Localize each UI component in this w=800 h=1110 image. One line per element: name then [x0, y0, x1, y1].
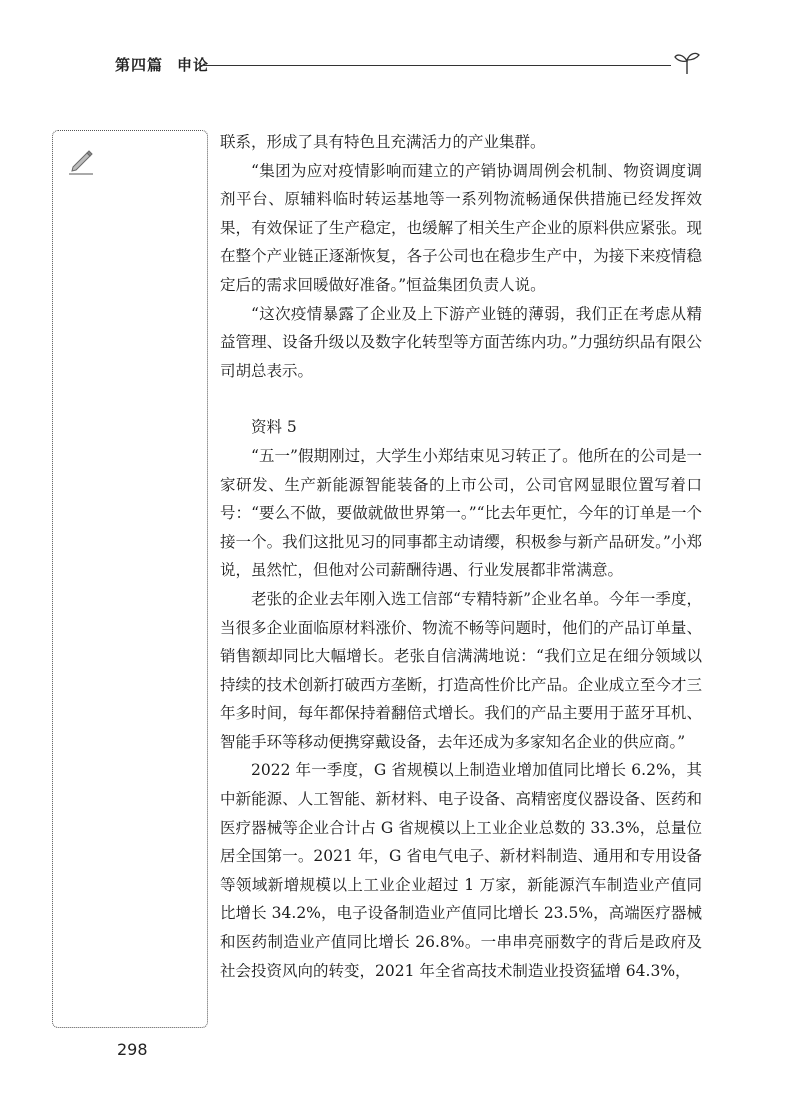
- header-title: [115, 54, 209, 75]
- paragraph: 老张的企业去年刚入选工信部“专精特新”企业名单。今年一季度，当很多企业面临原材料涨价、物流不畅等问题时，他们的产品订单量、销售额却同比大幅增长。老张自信满满地说：“我们立足在细分领域以持续的技术创新打破西方垄断，打造高性价比产品。企业成立至今才三年多时间，每年都保持着翻倍式增长。我们的产品主要用于蓝牙耳机、智能手环等移动便携穿戴设备，去年还成为多家知名企业的供应商。”: [220, 589, 702, 751]
- pencil-note-icon: [65, 145, 97, 177]
- paragraph: “五一”假期刚过，大学生小郑结束见习转正了。他所在的公司是一家研发、生产新能源智能装备的上市公司，公司官网显眼位置写着口号：“要么不做，要做就做世界第一。”“比去年更忙，今年的订单是一个接一个。我们这批见习的同事都主动请缨，积极参与新产品研发。”小郑说，虽然忙，但他对公司薪酬待遇、行业发展都非常满意。: [220, 446, 702, 580]
- running-header: [115, 54, 700, 84]
- main-text: [220, 128, 702, 985]
- paragraph: 联系，形成了具有特色且充满活力的产业集群。: [220, 133, 546, 151]
- paragraph: “这次疫情暴露了企业及上下游产业链的薄弱，我们正在考虑从精益管理、设备升级以及数字化转型等方面苦练内功。”力强纺织品有限公司胡总表示。: [220, 304, 702, 380]
- header-section: 申论: [177, 56, 210, 74]
- paragraph: 2022 年一季度，G 省规模以上制造业增加值同比增长 6.2%，其中新能源、人工智能、新材料、电子设备、高精密度仪器设备、医药和医疗器械等企业合计占 G 省规模以上工业企业总数的 33.3%，总量位居全国第一。2021 年，G 省电气电子、新材料制造、通用和专用设备等领域新增规模以上工业企业超过 1 万家，新能源汽车制造业产值同比增长 34.2%，电子设备制造业产值同比增长 23.5%，高端医疗器械和医药制造业产值同比增长 26.8%。一串串亮丽数字的背后是政府及社会投资风向的转变，2021 年全省高技术制造业投资猛增 64.3%，: [220, 761, 702, 980]
- notes-margin-box: [52, 130, 208, 1028]
- sprout-icon: [673, 48, 701, 76]
- page-number: 298: [117, 1040, 148, 1059]
- header-part: 第四篇: [115, 56, 164, 74]
- paragraph: “集团为应对疫情影响而建立的产销协调周例会机制、物资调度调剂平台、原辅料临时转运基地等一系列物流畅通保供措施已经发挥效果，有效保证了生产稳定，也缓解了相关生产企业的原料供应紧张。现在整个产业链正逐渐恢复，各子公司也在稳步生产中，为接下来疫情稳定后的需求回暖做好准备。”恒益集团负责人说。: [220, 161, 702, 294]
- header-rule: [201, 65, 671, 66]
- material-heading: 资料 5: [251, 418, 297, 437]
